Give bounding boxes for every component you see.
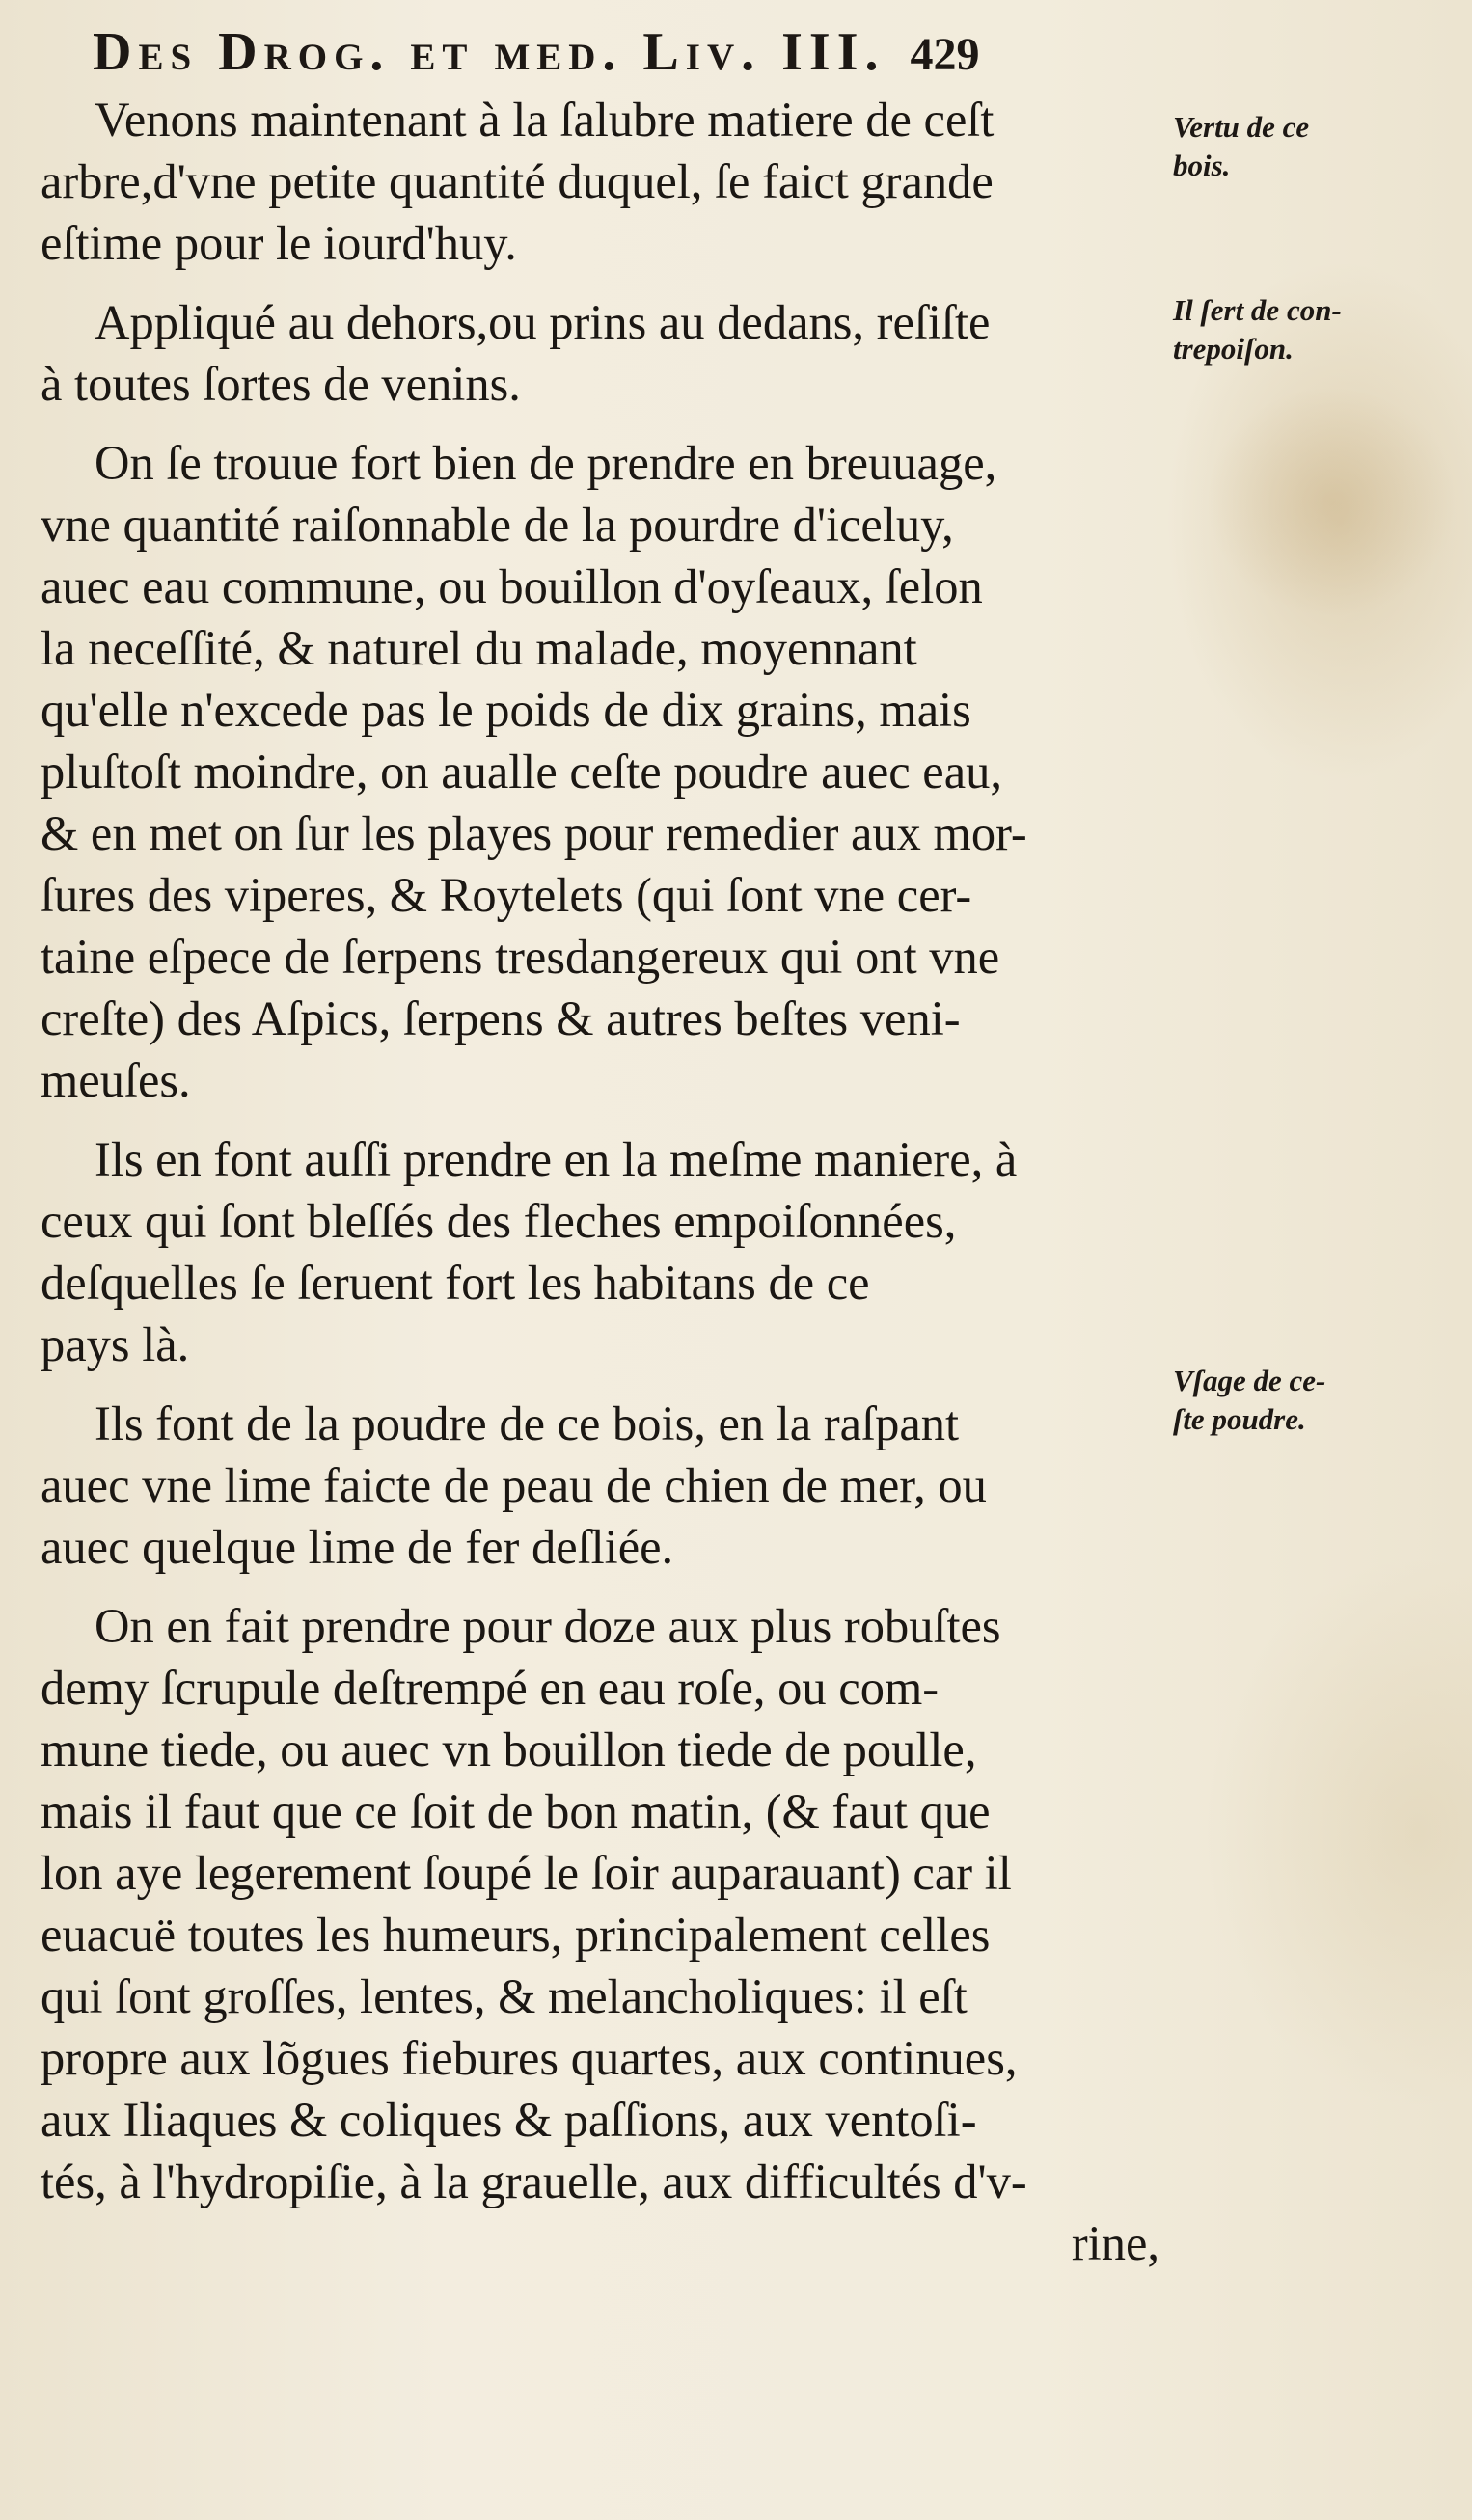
text-line: lon aye legerement ſoupé le ſoir auparauant) car il: [41, 1846, 1012, 1900]
text-line: à toutes ſortes de venins.: [41, 357, 521, 411]
text-line: arbre,d'vne petite quantité duquel, ſe faict grande: [41, 154, 994, 208]
text-line: euacuë toutes les humeurs, principalement celles: [41, 1908, 991, 1962]
margin-note-line: ſte poudre.: [1173, 1402, 1306, 1436]
text-line: & en met on ſur les playes pour remedier aux mor-: [41, 806, 1027, 860]
text-line: propre aux lõgues fiebures quartes, aux continues,: [41, 2031, 1018, 2085]
text-line: creſte) des Aſpics, ſerpens & autres beſtes veni-: [41, 991, 961, 1045]
text-line: Venons maintenant à la ſalubre matiere de ceſt: [95, 93, 995, 147]
text-line: eſtime pour le iourd'huy.: [41, 216, 517, 270]
text-line: deſquelles ſe ſeruent fort les habitans de ce: [41, 1256, 870, 1310]
text-line: meuſes.: [41, 1053, 191, 1107]
text-line: On en fait prendre pour doze aux plus robuſtes: [95, 1599, 1001, 1653]
text-line: auec eau commune, ou bouillon d'oyſeaux, ſelon: [41, 559, 983, 613]
text-line: mune tiede, ou auec vn bouillon tiede de poulle,: [41, 1722, 977, 1776]
page-header: [93, 21, 1173, 91]
main-text: [41, 89, 1167, 2274]
text-line: Appliqué au dehors,ou prins au dedans, reſiſte: [95, 295, 991, 349]
margin-note-contrepoison: [1173, 291, 1453, 368]
text-line: auec quelque lime de fer deſliée.: [41, 1520, 674, 1574]
text-line: pluſtoſt moindre, on aualle ceſte poudre auec eau,: [41, 745, 1002, 799]
water-stain: [1206, 386, 1457, 617]
margin-note-line: Vſage de ce-: [1173, 1364, 1326, 1397]
margin-note-line: Il ſert de con-: [1173, 293, 1342, 327]
margin-note-line: Vertu de ce: [1173, 110, 1310, 144]
text-line: auec vne lime faicte de peau de chien de mer, ou: [41, 1458, 987, 1512]
margin-note-line: trepoiſon.: [1173, 332, 1294, 366]
text-line: ſures des viperes, & Roytelets (qui ſont vne cer-: [41, 868, 972, 922]
text-line: Ils font de la poudre de ce bois, en la raſpant: [95, 1396, 960, 1450]
text-line: pays là.: [41, 1317, 190, 1371]
text-line: qui ſont groſſes, lentes, & melancholiques: il eſt: [41, 1969, 968, 2023]
text-line: demy ſcrupule deſtrempé en eau roſe, ou com-: [41, 1661, 940, 1715]
page-number: 429: [910, 29, 980, 80]
text-line: ceux qui ſont bleſſés des fleches empoiſonnées,: [41, 1194, 957, 1248]
margin-note-vertu: [1173, 108, 1453, 185]
catchword: rine,: [1071, 2216, 1159, 2270]
margin-note-line: bois.: [1173, 149, 1231, 182]
text-line: Ils en font auſſi prendre en la meſme maniere, à: [95, 1132, 1018, 1186]
text-line: vne quantité raiſonnable de la pourdre d'iceluy,: [41, 498, 954, 552]
text-line: tés, à l'hydropiſie, à la grauelle, aux difficultés d'v-: [41, 2154, 1027, 2208]
text-line: qu'elle n'excede pas le poids de dix grains, mais: [41, 683, 971, 737]
text-line: taine eſpece de ſerpens tresdangereux qui ont vne: [41, 930, 1000, 984]
text-line: mais il faut que ce ſoit de bon matin, (& faut que: [41, 1784, 991, 1838]
running-head: Des Drog. et med. Liv. III.: [93, 22, 886, 82]
text-line: aux Iliaques & coliques & paſſions, aux ventoſi-: [41, 2093, 977, 2147]
margin-note-vsage: [1173, 1362, 1453, 1439]
text-line: On ſe trouue fort bien de prendre en breuuage,: [95, 436, 997, 490]
text-line: la neceſſité, & naturel du malade, moyennant: [41, 621, 917, 675]
